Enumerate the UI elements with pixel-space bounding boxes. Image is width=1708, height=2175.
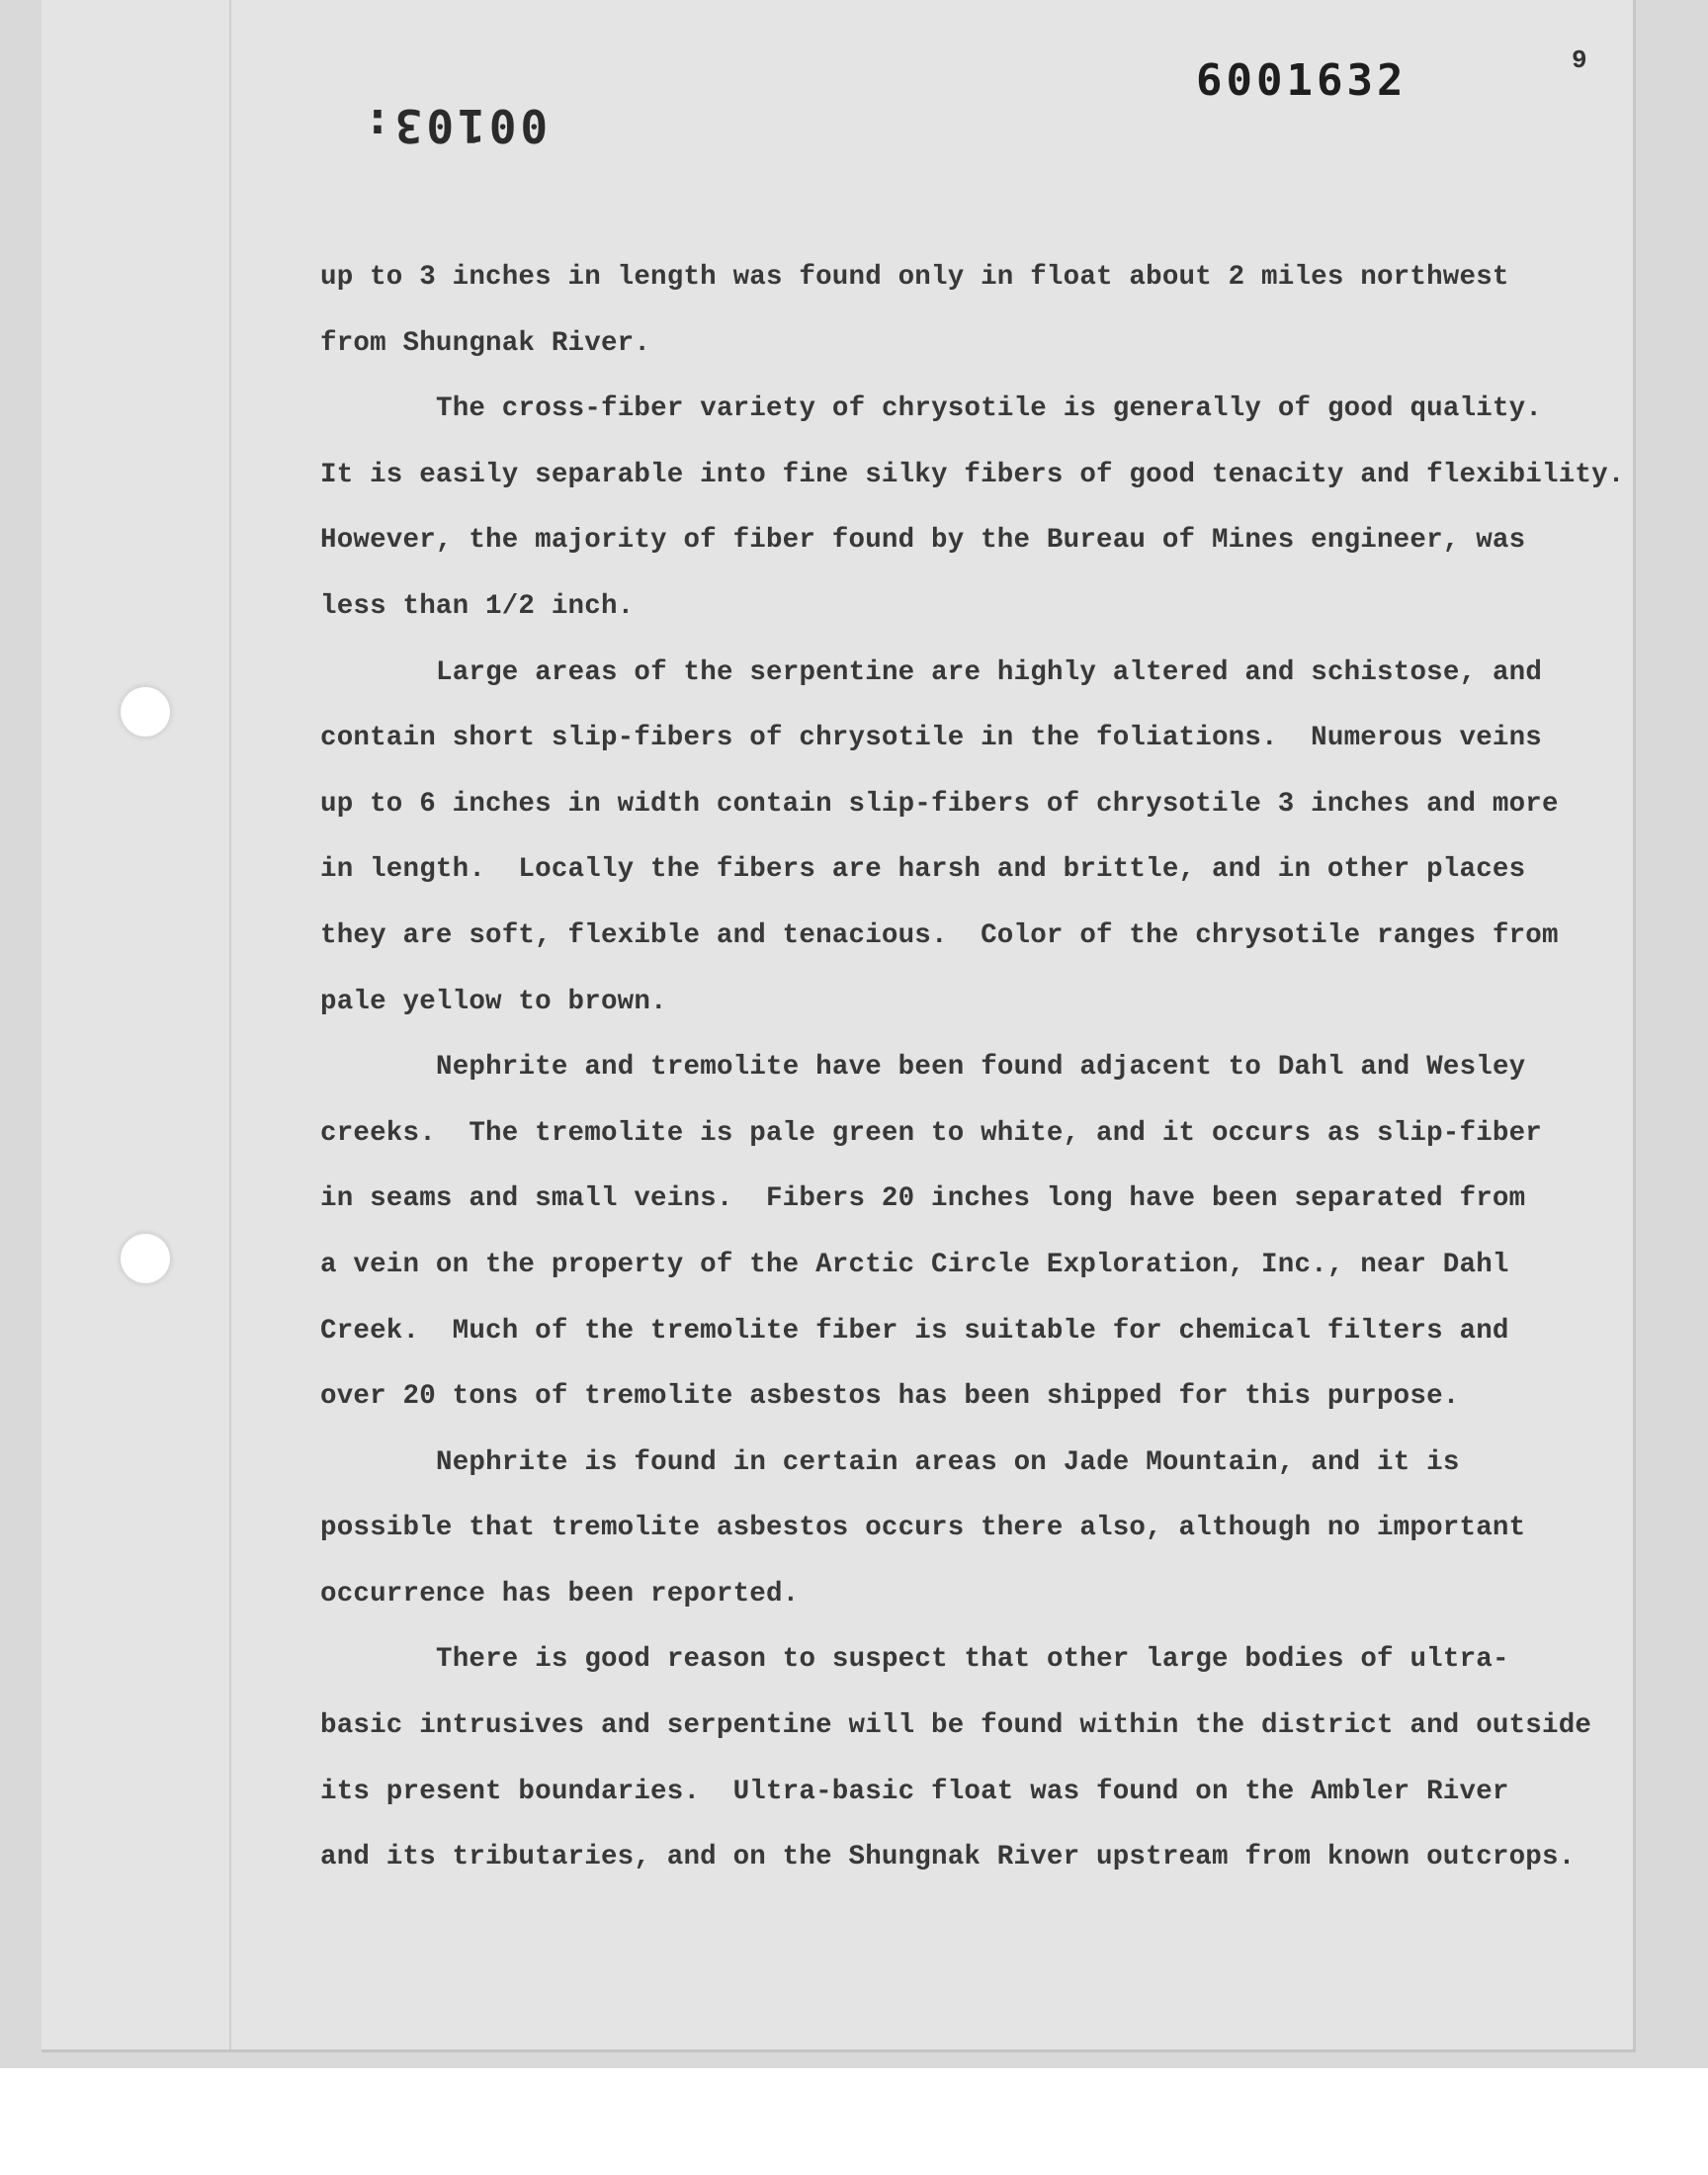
text-line: The cross-fiber variety of chrysotile is generally of good quality. bbox=[436, 393, 1543, 425]
text-line: pale yellow to brown. bbox=[320, 986, 667, 1017]
text-line: in seams and small veins. Fibers 20 inches long have been separated from bbox=[320, 1183, 1526, 1215]
text-line: in length. Locally the fibers are harsh and brittle, and in other places bbox=[320, 854, 1526, 886]
text-line: up to 3 inches in length was found only in float about 2 miles northwest bbox=[320, 262, 1509, 293]
text-line: over 20 tons of tremolite asbestos has been shipped for this purpose. bbox=[320, 1381, 1460, 1413]
punch-hole bbox=[121, 1234, 170, 1283]
text-line: up to 6 inches in width contain slip-fibers of chrysotile 3 inches and more bbox=[320, 788, 1559, 820]
punch-hole bbox=[121, 687, 170, 737]
text-line: creeks. The tremolite is pale green to white, and it occurs as slip-fiber bbox=[320, 1117, 1542, 1149]
text-line: from Shungnak River. bbox=[320, 327, 651, 359]
text-line: its present boundaries. Ultra-basic float was found on the Ambler River bbox=[320, 1776, 1509, 1807]
text-line: Creek. Much of the tremolite fiber is suitable for chemical filters and bbox=[320, 1315, 1509, 1347]
text-line: they are soft, flexible and tenacious. Color of the chrysotile ranges from bbox=[320, 919, 1559, 951]
text-line: and its tributaries, and on the Shungnak River upstream from known outcrops. bbox=[320, 1842, 1576, 1873]
document-stamp-right: 6001632 bbox=[1196, 55, 1408, 106]
document-stamp-left: 00103: bbox=[360, 99, 549, 152]
text-line: Nephrite and tremolite have been found adjacent to Dahl and Wesley bbox=[436, 1052, 1526, 1084]
body-text bbox=[320, 245, 1635, 1891]
text-line: There is good reason to suspect that other large bodies of ultra- bbox=[436, 1644, 1509, 1676]
text-line: It is easily separable into fine silky fibers of good tenacity and flexibility. bbox=[320, 459, 1625, 490]
text-line: Large areas of the serpentine are highly altered and schistose, and bbox=[436, 656, 1543, 688]
text-line: occurrence has been reported. bbox=[320, 1578, 800, 1610]
margin-shadow bbox=[229, 0, 231, 2049]
text-line: a vein on the property of the Arctic Circle Exploration, Inc., near Dahl bbox=[320, 1249, 1509, 1280]
text-line: However, the majority of fiber found by the Bureau of Mines engineer, was bbox=[320, 525, 1526, 557]
text-line: contain short slip-fibers of chrysotile in the foliations. Numerous veins bbox=[320, 723, 1542, 754]
text-line: less than 1/2 inch. bbox=[320, 590, 635, 622]
text-line: possible that tremolite asbestos occurs there also, although no important bbox=[320, 1513, 1526, 1544]
page-number: 9 bbox=[1572, 45, 1587, 75]
text-line: Nephrite is found in certain areas on Jade Mountain, and it is bbox=[436, 1446, 1460, 1478]
paper-sheet bbox=[42, 0, 1636, 2052]
text-line: basic intrusives and serpentine will be found within the district and outside bbox=[320, 1710, 1592, 1742]
